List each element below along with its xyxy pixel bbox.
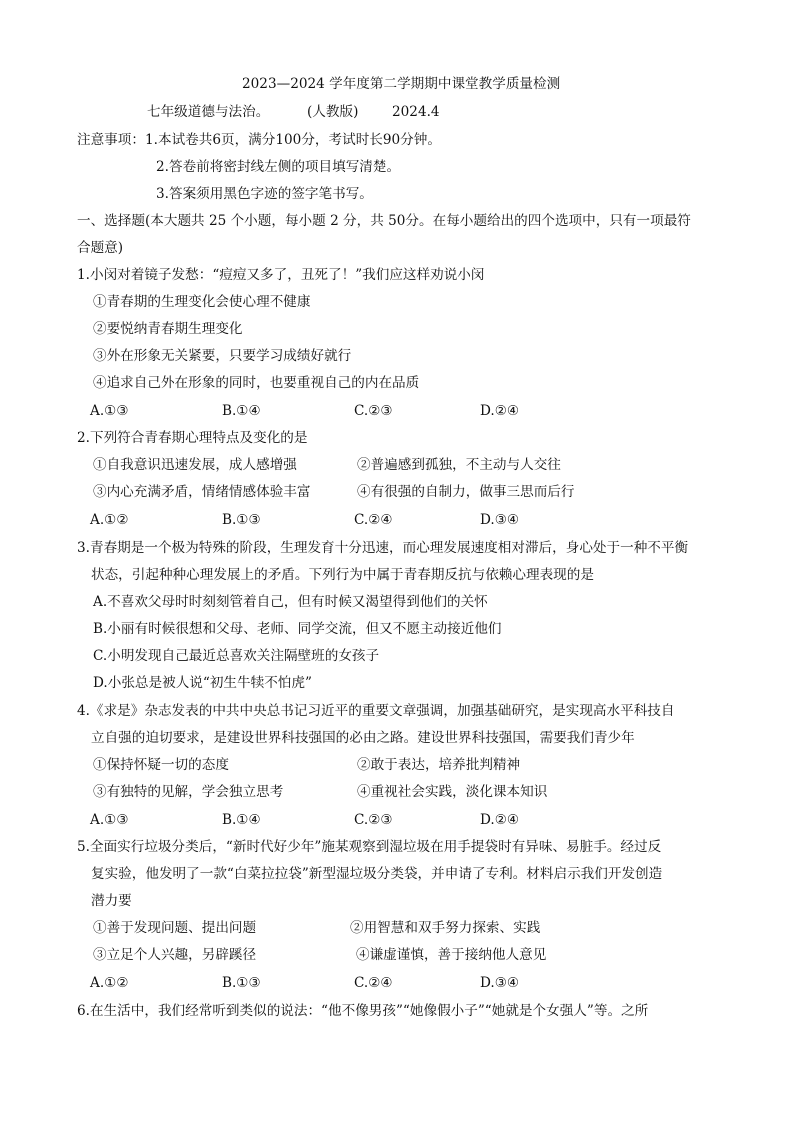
section-heading-cont: 合题意) (77, 240, 124, 256)
answer-option: C.②③ (354, 403, 393, 419)
question-item: ①善于发现问题、提出问题 (93, 920, 257, 936)
question-item: ①保持怀疑一切的态度 (93, 757, 229, 773)
question-stem: 1.小闵对着镜子发愁：“痘痘又多了，丑死了！”我们应这样劝说小闵 (77, 267, 485, 283)
question-item: ④谦虚谨慎，善于接纳他人意见 (356, 947, 547, 963)
question-stem-cont: 立自强的迫切要求，是建设世界科技强国的必由之路。建设世界科技强国，需要我们青少年 (91, 730, 635, 746)
question-item: ②要悦纳青春期生理变化 (93, 321, 243, 337)
notes-item: 1.本试卷共6页，满分100分，考试时长90分钟。 (145, 132, 441, 148)
notes-item: 3.答案须用黑色字迹的签字笔书写。 (156, 186, 373, 202)
question-item: ②普遍感到孤独，不主动与人交往 (357, 457, 561, 473)
question-item: ②用智慧和双手努力探索、实践 (350, 920, 541, 936)
question-stem-cont: 复实验，他发明了一款“白菜拉拉袋”新型湿垃圾分类袋，并申请了专利。材料启示我们开发创造 (91, 866, 663, 882)
choice-option: A.不喜欢父母时时刻刻管着自己，但有时候又渴望得到他们的关怀 (93, 594, 488, 610)
answer-option: C.②④ (354, 512, 393, 528)
edition-label: (人教版) (307, 104, 359, 120)
question-stem: 6.在生活中，我们经常听到类似的说法：“他不像男孩”“她像假小子”“她就是个女强人”等。之所 (77, 1003, 649, 1019)
page-title: 2023—2024 学年度第二学期期中课堂教学质量检测 (242, 76, 561, 92)
notes-item: 2.答卷前将密封线左侧的项目填写清楚。 (156, 159, 401, 175)
exam-date: 2024.4 (392, 104, 440, 120)
choice-option: D.小张总是被人说“初生牛犊不怕虎” (93, 675, 312, 691)
question-stem: 3.青春期是一个极为特殊的阶段，生理发育十分迅速，而心理发展速度相对滞后，身心处于一种不平衡 (77, 540, 689, 556)
question-item: ④追求自己外在形象的同时，也要重视自己的内在品质 (93, 375, 420, 391)
question-stem: 5.全面实行垃圾分类后，“新时代好少年”施某观察到湿垃圾在用手提袋时有异味、易脏手。经过反 (77, 839, 662, 855)
answer-option: B.①④ (222, 403, 261, 419)
notes-label: 注意事项： (77, 132, 145, 148)
section-heading: 一、选择题(本大题共 25 个小题，每小题 2 分，共 50分。在每小题给出的四个选项中，只有一项最符 (77, 213, 691, 229)
answer-option: A.①② (90, 512, 129, 528)
question-item: ③内心充满矛盾，情绪情感体验丰富 (93, 484, 311, 500)
answer-option: C.②④ (354, 975, 393, 991)
answer-option: A.①② (90, 975, 129, 991)
question-item: ③外在形象无关紧要，只要学习成绩好就行 (93, 348, 352, 364)
question-item: ②敢于表达，培养批判精神 (357, 757, 521, 773)
question-stem: 4.《求是》杂志发表的中共中央总书记习近平的重要文章强调，加强基础研究，是实现高水平科技自 (77, 703, 675, 719)
question-item: ③有独特的见解，学会独立思考 (93, 784, 284, 800)
answer-option: D.③④ (480, 512, 520, 528)
choice-option: B.小丽有时候很想和父母、老师、同学交流，但又不愿主动接近他们 (93, 621, 502, 637)
answer-option: B.①③ (222, 512, 261, 528)
question-stem-cont: 状态，引起种种心理发展上的矛盾。下列行为中属于青春期反抗与依赖心理表现的是 (91, 567, 594, 583)
subject-label: 七年级道德与法治。 (147, 104, 270, 120)
answer-option: A.①③ (90, 812, 129, 828)
answer-option: D.②④ (480, 403, 520, 419)
question-stem-cont: 潜力要 (91, 893, 132, 909)
answer-option: B.①④ (222, 812, 261, 828)
question-item: ①青春期的生理变化会使心理不健康 (93, 294, 311, 310)
answer-option: D.③④ (480, 975, 520, 991)
question-item: ④有很强的自制力，做事三思而后行 (357, 484, 575, 500)
question-stem: 2.下列符合青春期心理特点及变化的是 (77, 430, 308, 446)
answer-option: B.①③ (222, 975, 261, 991)
answer-option: D.②④ (480, 812, 520, 828)
question-item: ③立足个人兴趣，另辟蹊径 (93, 947, 257, 963)
choice-option: C.小明发现自己最近总喜欢关注隔壁班的女孩子 (93, 648, 380, 664)
answer-option: A.①③ (90, 403, 129, 419)
question-item: ①自我意识迅速发展，成人感增强 (93, 457, 297, 473)
question-item: ④重视社会实践，淡化课本知识 (357, 784, 548, 800)
answer-option: C.②③ (354, 812, 393, 828)
